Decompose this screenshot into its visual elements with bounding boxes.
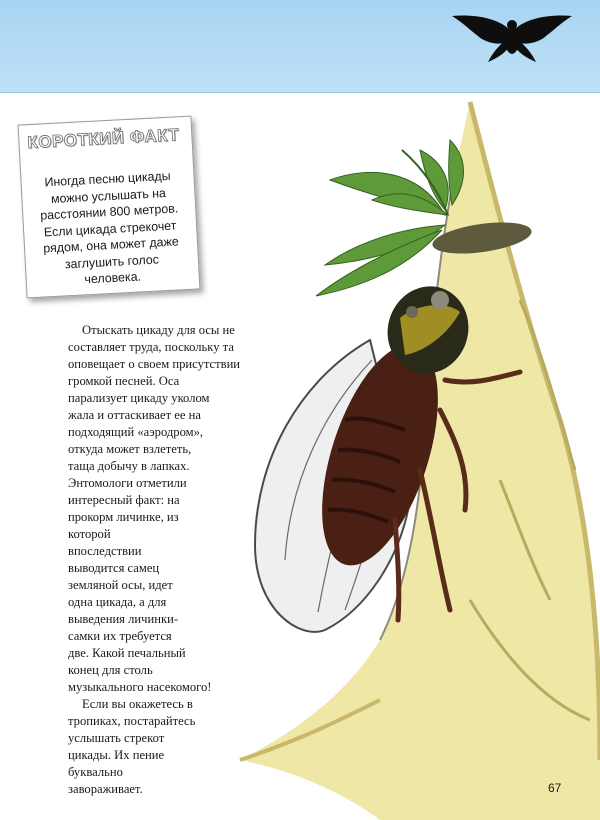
fact-line: заглушить голос человека. [64,251,160,287]
text-line: откуда может взлететь, [68,442,192,456]
text-line: Энтомологи отметили [68,476,187,490]
text-line: услышать стрекот [68,731,165,745]
text-line: интересный факт: на [68,493,180,507]
text-line: выведения личинки- [68,612,179,626]
fact-line: расстоянии 800 метров. [39,201,179,223]
short-fact-title: КОРОТКИЙ ФАКТ [27,125,180,153]
text-line: таща добычу в лапках. [68,459,190,473]
text-line: земляной осы, идет [68,578,173,592]
fact-line: можно услышать на [50,185,167,206]
text-line: прокорм личинке, из [68,510,179,524]
text-line: буквально [68,765,123,779]
main-paragraph [68,322,240,798]
text-line: составляет труда, поскольку та [68,340,234,354]
text-line: Отыскать цикаду для осы не [82,323,235,337]
text-line: выводится самец [68,561,160,575]
text-line: конец для столь [68,663,153,677]
text-line: громкой песней. Оса [68,374,180,388]
text-line: две. Какой печальный [68,646,186,660]
fact-line: рядом, она может даже [42,234,180,256]
text-line: завораживает. [68,782,143,796]
text-line: музыкального насекомого! [68,680,212,694]
fact-line: Иногда песню цикады [44,168,171,190]
fact-line: Если цикада стрекочет [43,218,177,239]
text-line: одна цикада, а для [68,595,167,609]
header-band [0,0,600,93]
text-line: цикады. Их пение [68,748,165,762]
text-line: Если вы окажетесь в [82,697,193,711]
text-line: парализует цикаду уколом [68,391,210,405]
text-line: самки их требуется [68,629,172,643]
text-line: оповещает о своем присутствии [68,357,241,371]
short-fact-text [31,167,189,290]
text-line: тропиках, постарайтесь [68,714,196,728]
text-line: которой [68,527,111,541]
text-line: впоследствии [68,544,142,558]
text-line: подходящий «аэродром», [68,425,204,439]
text-line: жала и оттаскивает ее на [68,408,201,422]
cicada-silhouette-icon [448,12,576,64]
page-number: 67 [548,781,562,795]
short-fact-box [18,116,201,299]
